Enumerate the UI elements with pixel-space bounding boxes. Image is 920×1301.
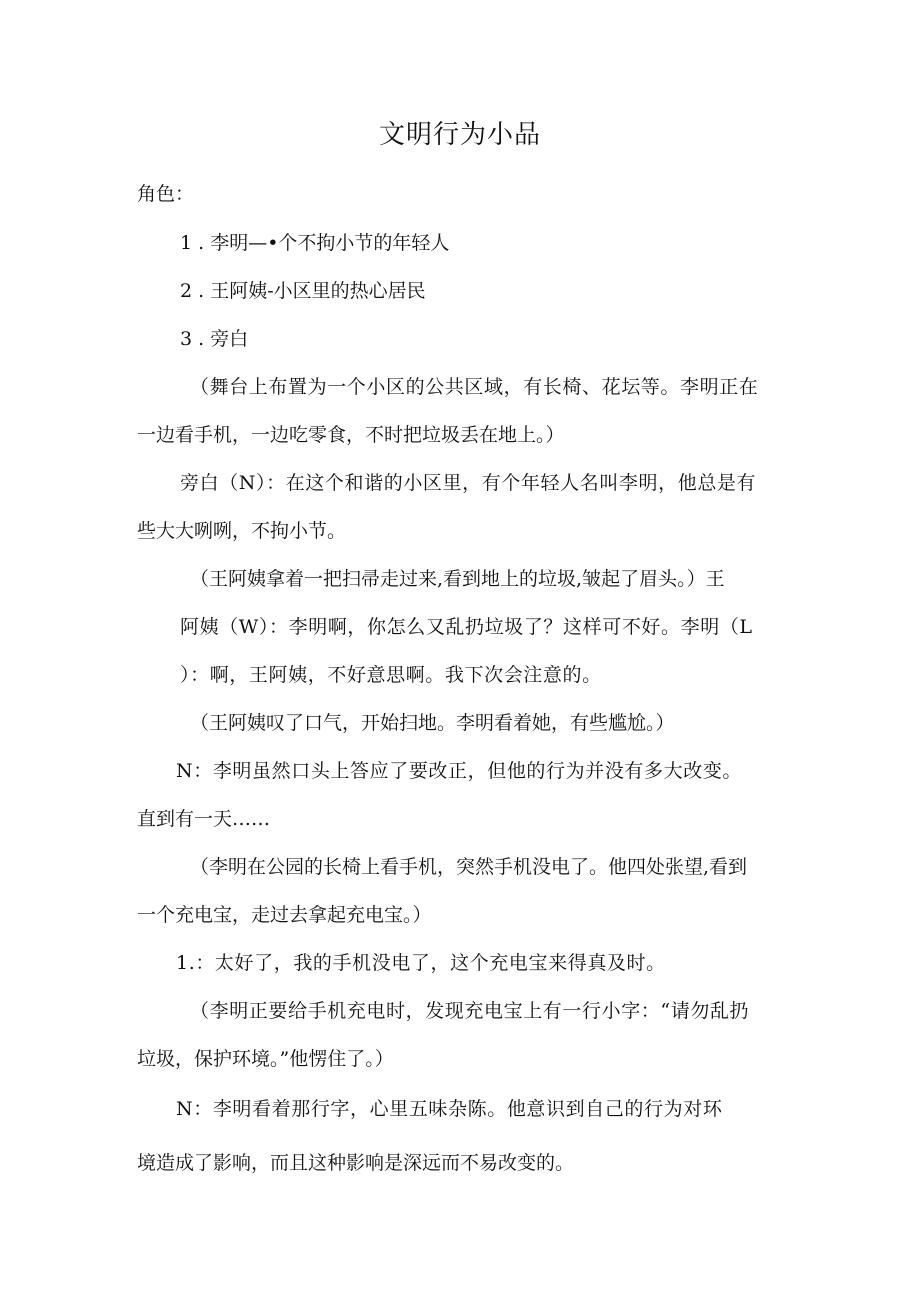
narration-line: 些大大咧咧，不拘小节。 xyxy=(137,520,347,542)
stage-direction-line: （舞台上布置为一个小区的公共区域，有长椅、花坛等。李明正在 xyxy=(190,376,759,398)
role-item-1: 1 . 李明—•个不拘小节的年轻人 xyxy=(180,232,450,254)
stage-direction-line: （李明在公园的长椅上看手机，突然手机没电了。他四处张望,看到 xyxy=(190,856,748,878)
stage-direction-line: 一边看手机，一边吃零食，不时把垃圾丢在地上。） xyxy=(137,424,565,446)
page-title: 文明行为小品 xyxy=(378,120,541,150)
stage-direction-line: （王阿姨叹了口气，开始扫地。李明看着她，有些尴尬。） xyxy=(190,712,675,734)
narration-line: N：李明虽然口头上答应了要改正，但他的行为并没有多大改变。 xyxy=(176,760,743,782)
stage-direction-line: 一个充电宝，走过去拿起充电宝。） xyxy=(137,904,432,926)
dialogue-line: 阿姨（W）：李明啊，你怎么又乱扔垃圾了？这样可不好。李明（L xyxy=(180,616,753,638)
narration-line: 旁白（N）：在这个和谐的小区里，有个年轻人名叫李明，他总是有 xyxy=(180,472,757,494)
stage-direction-line: 垃圾，保护环境。”他愣住了。） xyxy=(137,1048,394,1070)
dialogue-line: 1.：太好了，我的手机没电了，这个充电宝来得真及时。 xyxy=(176,952,666,974)
role-item-2: 2 . 王阿姨-小区里的热心居民 xyxy=(180,280,426,302)
role-item-3: 3 . 旁白 xyxy=(180,328,249,350)
stage-direction-line: （王阿姨拿着一把扫帚走过来,看到地上的垃圾,皱起了眉头。）王 xyxy=(190,568,725,590)
narration-line: N：李明看着那行字，心里五味杂陈。他意识到自己的行为对环 xyxy=(176,1098,723,1120)
stage-direction-line: （李明正要给手机充电时，发现充电宝上有一行小字：“请勿乱扔 xyxy=(190,1000,750,1022)
narration-line: 境造成了影响，而且这种影响是深远而不易改变的。 xyxy=(137,1152,575,1174)
narration-line: 直到有一天…… xyxy=(137,808,271,830)
dialogue-line: ）：啊，王阿姨，不好意思啊。我下次会注意的。 xyxy=(180,664,602,686)
roles-heading: 角色： xyxy=(137,183,195,205)
